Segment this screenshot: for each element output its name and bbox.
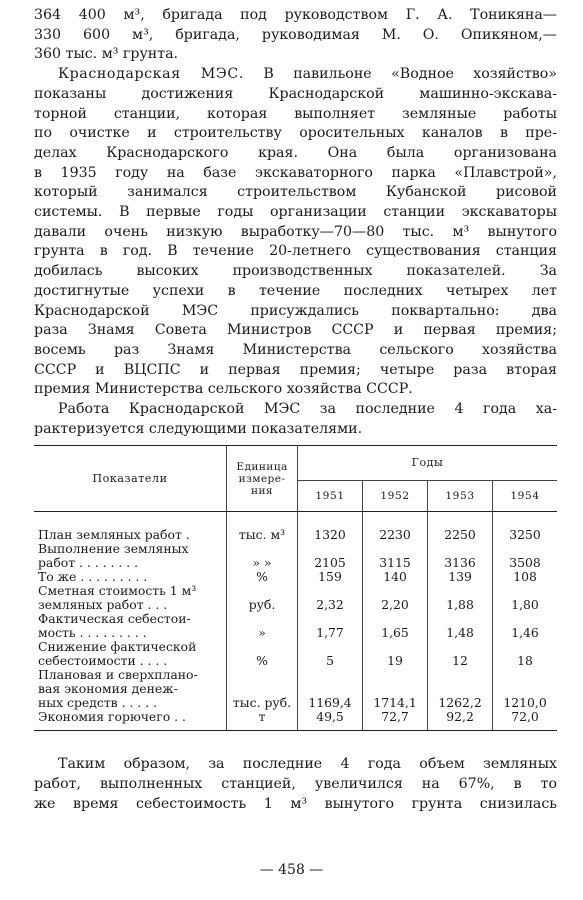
value-cell-1954: 18 [493,640,557,668]
value-cell-1951: 2105 [298,542,363,570]
value-cell-1951: 2,32 [298,584,363,612]
text-line: 360 тыс. м³ грунта. [34,46,179,63]
spacer-cell [227,512,298,529]
year-header: 1952 [363,481,428,512]
row-label [34,584,227,612]
value-cell-1952: 72,7 [363,710,428,731]
row-unit: » » [227,542,298,570]
text-line: делах Краснодарского края. Она была организована [34,144,557,161]
text-line: же время себестоимость 1 м³ вынутого грунта снизилась [34,795,557,812]
header-unit-line: измере- [238,472,286,485]
row-label-line: План земляных работ . [38,527,190,543]
value-cell-1952: 2,20 [363,584,428,612]
value-cell-1953: 139 [428,570,493,584]
table-row [34,570,557,584]
value-cell-1951: 1,77 [298,612,363,640]
row-label-line: То же . . . . . . . . . [38,569,148,585]
value-cell-1953: 1262,2 [428,668,493,710]
value-cell-1954: 1,80 [493,584,557,612]
text-fragment: В павильоне «Водное хозяйство» [243,66,557,83]
text-line: добилась высоких производственных показателей. За [34,263,557,280]
closing-paragraph [34,755,557,814]
year-header: 1953 [428,481,493,512]
row-label-line: земляных работ . . . [38,597,168,613]
page-number: — 458 — [259,862,324,878]
value-cell-1953: 12 [428,640,493,668]
row-label [34,570,227,584]
value-cell-1953: 92,2 [428,710,493,731]
text-line: премия Министерства сельского хозяйства СССР. [34,381,413,398]
year-header: 1954 [493,481,557,512]
spacer-cell [34,512,227,529]
table-spacer-row [34,512,557,529]
row-label [34,640,227,668]
year-header: 1951 [298,481,363,512]
text-line: СССР и ВЦСПС и первая премия; четыре раза вторая [34,361,557,378]
value-cell-1954: 72,0 [493,710,557,731]
header-unit-line: ния [250,484,273,497]
text-line: 364 400 м³, бригада под руководством Г. А. Тоникяна— [34,7,557,23]
text-line: системы. В первые годы организации станции экскаваторы [34,204,557,221]
row-unit: % [227,640,298,668]
row-label-line: вая экономия денеж- [38,681,178,697]
row-unit: » [227,612,298,640]
row-label-line: Сметная стоимость 1 м³ [38,583,197,599]
row-label-line: себестоимости . . . . [38,653,168,669]
table-row [34,612,557,640]
text-line: рактеризуется следующими показателями. [34,420,363,437]
text-line: по очистке и строительству оросительных каналов в пре- [34,125,557,142]
row-label [34,710,227,731]
row-label-line: ных средств . . . . . [38,695,158,711]
table-row [34,584,557,612]
value-cell-1953: 3136 [428,542,493,570]
row-label [34,542,227,570]
row-label-line: мость . . . . . . . . . [38,625,147,641]
text-line [34,65,557,85]
row-unit: руб. [227,584,298,612]
text-line: работ, выполненных станцией, увеличился на 67%, в то [34,776,557,793]
value-cell-1953: 1,88 [428,584,493,612]
text-line: грунта в год. В течение 20-летнего существования станция [34,243,557,260]
text-line: давали очень низкую выработку—70—80 тыс. м³ вынутого [34,223,557,240]
row-unit: т [227,710,298,731]
text-line: восемь раз Знамя Министерства сельского хозяйства [34,341,557,358]
value-cell-1954: 3250 [493,528,557,542]
table-row [34,668,557,710]
header-years: Годы [298,446,558,481]
table-row [34,528,557,542]
table-row [34,542,557,570]
text-line: раза Знамя Совета Министров СССР и первая премия; [34,322,557,339]
row-label [34,528,227,542]
spacer-cell [298,512,363,529]
value-cell-1951: 1169,4 [298,668,363,710]
value-cell-1952: 19 [363,640,428,668]
value-cell-1951: 1320 [298,528,363,542]
text-line: в 1935 году на базе экскаваторного парка «Плавстрой», [34,164,557,181]
table-body [34,512,557,731]
row-label-line: Плановая и сверхплано- [38,667,198,683]
value-cell-1951: 49,5 [298,710,363,731]
header-indicators: Показатели [34,446,227,512]
text-line: торной станции, которая выполняет земляные работы [34,105,557,122]
row-label-line: Снижение фактической [38,639,197,655]
text-line: Краснодарской МЭС присуждались поквартально: два [34,302,557,319]
table-row [34,710,557,731]
value-cell-1953: 2250 [428,528,493,542]
value-cell-1954: 1210,0 [493,668,557,710]
text-line: 330 600 м³, бригада, руководимая М. О. Опикяном,— [34,26,557,43]
row-label-line: Выполнение земляных [38,541,189,557]
value-cell-1951: 159 [298,570,363,584]
header-unit [227,446,298,512]
value-cell-1952: 3115 [363,542,428,570]
intro-paragraph [34,6,557,65]
row-label-line: работ . . . . . . . . [38,555,139,571]
spacer-cell [363,512,428,529]
value-cell-1952: 2230 [363,528,428,542]
row-label [34,612,227,640]
value-cell-1952: 1,65 [363,612,428,640]
header-unit-line: Единица [236,460,288,473]
mes-paragraph [34,65,557,400]
row-unit: тыс. руб. [227,668,298,710]
text-line: Работа Краснодарской МЭС за последние 4 года ха- [58,401,557,418]
spacer-cell [428,512,493,529]
value-cell-1952: 1714,1 [363,668,428,710]
row-label-line: Экономия горючего . . [38,709,186,725]
value-cell-1954: 3508 [493,542,557,570]
section-heading: Краснодарская МЭС. [58,66,244,83]
table-intro-paragraph [34,400,557,439]
value-cell-1952: 140 [363,570,428,584]
value-cell-1954: 1,46 [493,612,557,640]
value-cell-1951: 5 [298,640,363,668]
row-label [34,668,227,710]
row-unit: % [227,570,298,584]
indicators-table [34,445,557,731]
text-line: показаны достижения Краснодарской машинно-экскава- [34,85,557,102]
value-cell-1953: 1,48 [428,612,493,640]
text-line: который занимался строительством Кубанской рисовой [34,184,557,201]
table-row [34,640,557,668]
text-line: Таким образом, за последние 4 года объем земляных [58,756,557,773]
value-cell-1954: 108 [493,570,557,584]
row-unit: тыс. м³ [227,528,298,542]
text-line: достигнутые успехи в течение последних четырех лет [34,282,557,299]
spacer-cell [493,512,557,529]
row-label-line: Фактическая себестои- [38,611,191,627]
